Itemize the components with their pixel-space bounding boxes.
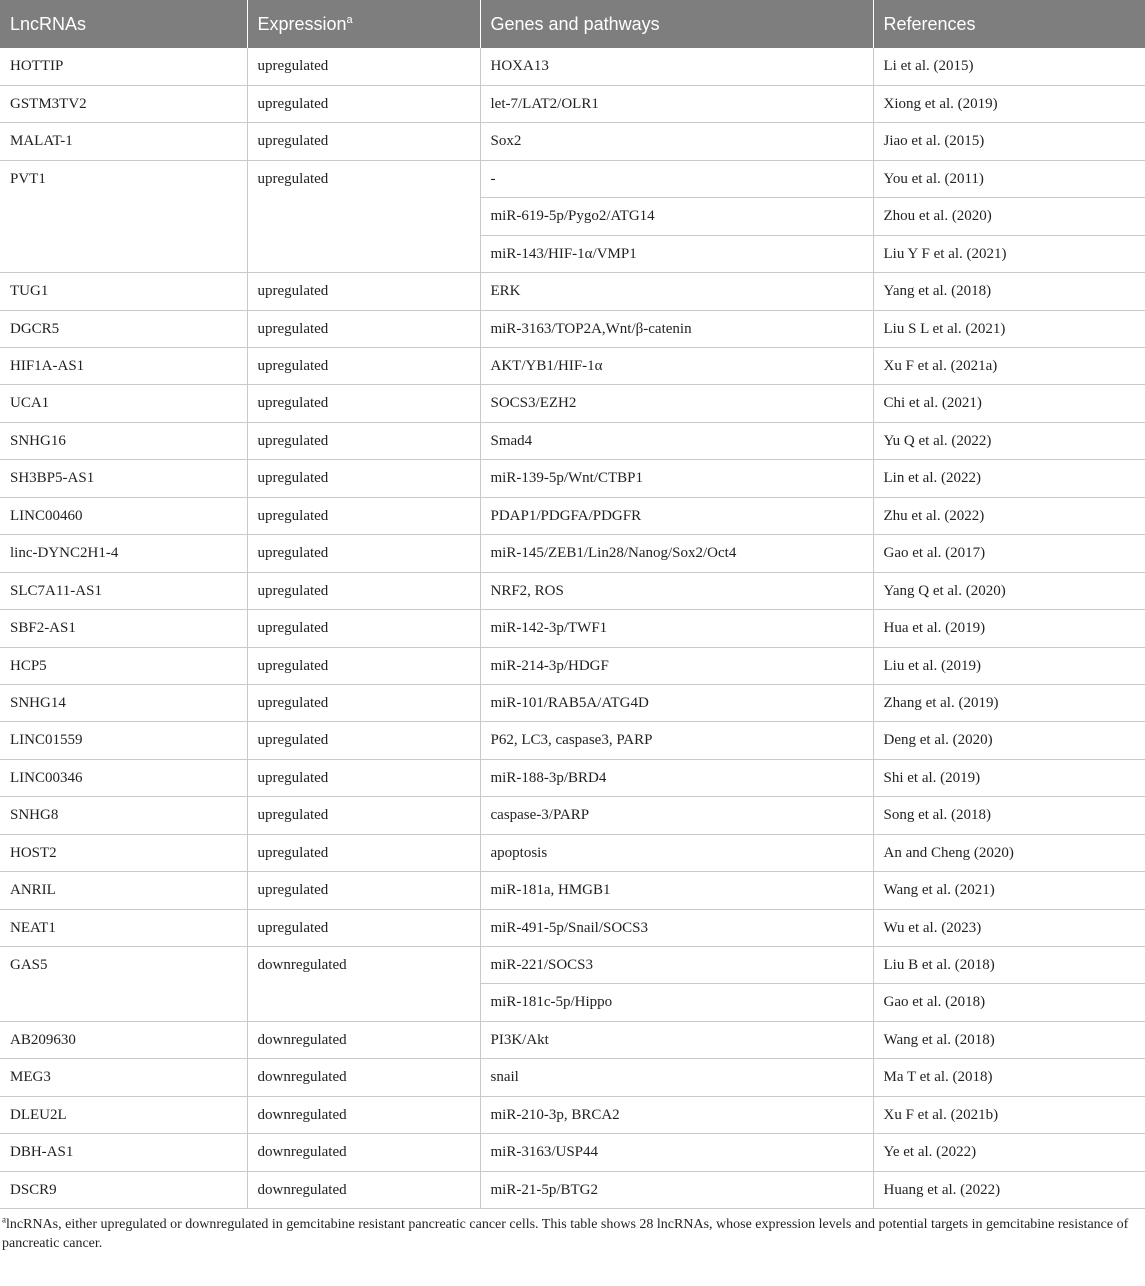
table-row <box>0 647 1145 684</box>
cell-expression: upregulated <box>247 535 480 572</box>
cell-reference: Yang et al. (2018) <box>873 273 1145 310</box>
cell-genes-pathways: miR-221/SOCS3 <box>480 947 873 984</box>
cell-expression <box>247 235 480 272</box>
table-row <box>0 460 1145 497</box>
table-row <box>0 572 1145 609</box>
table-row <box>0 684 1145 721</box>
cell-expression: downregulated <box>247 947 480 984</box>
cell-lncrna <box>0 235 247 272</box>
cell-reference: Gao et al. (2018) <box>873 984 1145 1021</box>
cell-expression: upregulated <box>247 834 480 871</box>
cell-reference: Shi et al. (2019) <box>873 759 1145 796</box>
cell-genes-pathways: AKT/YB1/HIF-1α <box>480 348 873 385</box>
cell-expression: upregulated <box>247 123 480 160</box>
cell-lncrna: LINC00460 <box>0 497 247 534</box>
cell-lncrna: SNHG8 <box>0 797 247 834</box>
cell-lncrna <box>0 984 247 1021</box>
table-row <box>0 198 1145 235</box>
header-genes-pathways <box>480 0 873 48</box>
cell-lncrna: UCA1 <box>0 385 247 422</box>
cell-genes-pathways: miR-188-3p/BRD4 <box>480 759 873 796</box>
table-row <box>0 422 1145 459</box>
cell-reference: Xu F et al. (2021a) <box>873 348 1145 385</box>
cell-reference: Xu F et al. (2021b) <box>873 1096 1145 1133</box>
cell-genes-pathways: miR-619-5p/Pygo2/ATG14 <box>480 198 873 235</box>
cell-expression <box>247 984 480 1021</box>
cell-genes-pathways: let-7/LAT2/OLR1 <box>480 85 873 122</box>
cell-reference: An and Cheng (2020) <box>873 834 1145 871</box>
cell-lncrna: MALAT-1 <box>0 123 247 160</box>
cell-reference: Yang Q et al. (2020) <box>873 572 1145 609</box>
footnote-text: lncRNAs, either upregulated or downregulated in gemcitabine resistant pancreatic cancer cells. This table shows 28 lncRNAs, whose expression levels and potential targets in gemcitabine resistance of pancreatic cancer. <box>2 1217 1129 1252</box>
cell-reference: Wang et al. (2018) <box>873 1021 1145 1058</box>
cell-reference: Liu Y F et al. (2021) <box>873 235 1145 272</box>
cell-expression: upregulated <box>247 647 480 684</box>
cell-reference: Zhu et al. (2022) <box>873 497 1145 534</box>
cell-expression: upregulated <box>247 385 480 422</box>
cell-reference: Song et al. (2018) <box>873 797 1145 834</box>
cell-expression: upregulated <box>247 310 480 347</box>
cell-genes-pathways: miR-491-5p/Snail/SOCS3 <box>480 909 873 946</box>
table-row <box>0 797 1145 834</box>
cell-reference: Gao et al. (2017) <box>873 535 1145 572</box>
table-row <box>0 610 1145 647</box>
cell-genes-pathways: miR-181c-5p/Hippo <box>480 984 873 1021</box>
cell-lncrna: ANRIL <box>0 872 247 909</box>
cell-lncrna: HOTTIP <box>0 48 247 85</box>
header-row <box>0 0 1145 48</box>
table-row <box>0 872 1145 909</box>
cell-genes-pathways: miR-139-5p/Wnt/CTBP1 <box>480 460 873 497</box>
header-expression-footnote-marker: a <box>346 13 353 26</box>
cell-genes-pathways: miR-214-3p/HDGF <box>480 647 873 684</box>
cell-lncrna: SH3BP5-AS1 <box>0 460 247 497</box>
table-row <box>0 1134 1145 1171</box>
table-row <box>0 310 1145 347</box>
cell-lncrna: linc-DYNC2H1-4 <box>0 535 247 572</box>
cell-lncrna: LINC00346 <box>0 759 247 796</box>
cell-lncrna: TUG1 <box>0 273 247 310</box>
cell-lncrna: MEG3 <box>0 1059 247 1096</box>
cell-lncrna: DLEU2L <box>0 1096 247 1133</box>
cell-lncrna: HOST2 <box>0 834 247 871</box>
cell-reference: Liu S L et al. (2021) <box>873 310 1145 347</box>
cell-genes-pathways: Sox2 <box>480 123 873 160</box>
cell-expression: upregulated <box>247 722 480 759</box>
table-row <box>0 123 1145 160</box>
cell-lncrna: SNHG16 <box>0 422 247 459</box>
cell-lncrna: HIF1A-AS1 <box>0 348 247 385</box>
cell-reference: Huang et al. (2022) <box>873 1171 1145 1208</box>
cell-lncrna: DBH-AS1 <box>0 1134 247 1171</box>
table-row <box>0 348 1145 385</box>
cell-expression: upregulated <box>247 572 480 609</box>
cell-lncrna: GSTM3TV2 <box>0 85 247 122</box>
cell-expression: upregulated <box>247 422 480 459</box>
table-header <box>0 0 1145 48</box>
cell-expression: downregulated <box>247 1134 480 1171</box>
cell-reference: Ye et al. (2022) <box>873 1134 1145 1171</box>
cell-lncrna: DSCR9 <box>0 1171 247 1208</box>
cell-expression: upregulated <box>247 610 480 647</box>
cell-expression: upregulated <box>247 160 480 197</box>
table-row <box>0 273 1145 310</box>
cell-expression: downregulated <box>247 1171 480 1208</box>
cell-genes-pathways: ERK <box>480 273 873 310</box>
cell-lncrna: AB209630 <box>0 1021 247 1058</box>
cell-reference: Li et al. (2015) <box>873 48 1145 85</box>
cell-lncrna: PVT1 <box>10 170 46 187</box>
cell-expression: upregulated <box>247 909 480 946</box>
table-row <box>0 385 1145 422</box>
cell-expression: upregulated <box>247 460 480 497</box>
table-row <box>0 160 1145 197</box>
header-references-label: References <box>883 13 976 34</box>
table-row <box>0 1096 1145 1133</box>
cell-lncrna: DGCR5 <box>0 310 247 347</box>
table-row <box>0 497 1145 534</box>
cell-genes-pathways: snail <box>480 1059 873 1096</box>
header-lncrnas-label: LncRNAs <box>10 13 87 34</box>
header-expression <box>247 0 480 48</box>
table-row <box>0 1059 1145 1096</box>
cell-reference: Zhang et al. (2019) <box>873 684 1145 721</box>
cell-genes-pathways: miR-145/ZEB1/Lin28/Nanog/Sox2/Oct4 <box>480 535 873 572</box>
cell-expression: upregulated <box>247 348 480 385</box>
cell-reference: Wang et al. (2021) <box>873 872 1145 909</box>
table-row <box>0 535 1145 572</box>
table-row <box>0 85 1145 122</box>
cell-reference: Hua et al. (2019) <box>873 610 1145 647</box>
table-row <box>0 722 1145 759</box>
cell-lncrna: SBF2-AS1 <box>0 610 247 647</box>
cell-expression: upregulated <box>247 759 480 796</box>
table-row <box>0 1021 1145 1058</box>
cell-reference: Liu B et al. (2018) <box>873 947 1145 984</box>
table-row <box>0 984 1145 1021</box>
cell-genes-pathways: miR-142-3p/TWF1 <box>480 610 873 647</box>
cell-lncrna: SLC7A11-AS1 <box>0 572 247 609</box>
cell-expression: upregulated <box>247 797 480 834</box>
header-references <box>873 0 1145 48</box>
cell-reference: Liu et al. (2019) <box>873 647 1145 684</box>
cell-reference: Ma T et al. (2018) <box>873 1059 1145 1096</box>
cell-reference: Jiao et al. (2015) <box>873 123 1145 160</box>
header-lncrnas <box>0 0 247 48</box>
cell-expression: upregulated <box>247 273 480 310</box>
table-row <box>0 48 1145 85</box>
footnote-marker: a <box>2 1214 6 1225</box>
cell-genes-pathways: miR-210-3p, BRCA2 <box>480 1096 873 1133</box>
cell-genes-pathways: PDAP1/PDGFA/PDGFR <box>480 497 873 534</box>
cell-expression <box>247 198 480 235</box>
header-genes-label: Genes and pathways <box>490 13 660 34</box>
cell-genes-pathways: PI3K/Akt <box>480 1021 873 1058</box>
cell-genes-pathways: HOXA13 <box>480 48 873 85</box>
cell-expression: upregulated <box>247 497 480 534</box>
cell-genes-pathways: miR-3163/TOP2A,Wnt/β-catenin <box>480 310 873 347</box>
cell-reference: Yu Q et al. (2022) <box>873 422 1145 459</box>
cell-expression: upregulated <box>247 48 480 85</box>
cell-lncrna: SNHG14 <box>0 684 247 721</box>
cell-lncrna <box>0 198 247 235</box>
cell-reference: Xiong et al. (2019) <box>873 85 1145 122</box>
header-expression-label: Expression <box>257 13 347 34</box>
cell-reference: Deng et al. (2020) <box>873 722 1145 759</box>
cell-genes-pathways: P62, LC3, caspase3, PARP <box>480 722 873 759</box>
table-row <box>0 834 1145 871</box>
cell-genes-pathways: apoptosis <box>480 834 873 871</box>
cell-genes-pathways: miR-181a, HMGB1 <box>480 872 873 909</box>
table-row <box>0 235 1145 272</box>
cell-expression: downregulated <box>247 1059 480 1096</box>
table-row <box>0 909 1145 946</box>
cell-genes-pathways: miR-21-5p/BTG2 <box>480 1171 873 1208</box>
cell-expression: downregulated <box>247 1021 480 1058</box>
cell-genes-pathways: Smad4 <box>480 422 873 459</box>
cell-reference: Zhou et al. (2020) <box>873 198 1145 235</box>
cell-expression: upregulated <box>247 684 480 721</box>
table-row <box>0 759 1145 796</box>
cell-genes-pathways: NRF2, ROS <box>480 572 873 609</box>
cell-expression: upregulated <box>247 872 480 909</box>
cell-lncrna: GAS5 <box>10 957 48 973</box>
cell-lncrna: NEAT1 <box>0 909 247 946</box>
cell-genes-pathways: - <box>480 160 873 197</box>
table-row <box>0 1171 1145 1208</box>
cell-genes-pathways: SOCS3/EZH2 <box>480 385 873 422</box>
table-row <box>0 947 1145 984</box>
cell-genes-pathways: miR-3163/USP44 <box>480 1134 873 1171</box>
cell-genes-pathways: miR-101/RAB5A/ATG4D <box>480 684 873 721</box>
table-footnote <box>0 1209 1145 1253</box>
table-body <box>0 48 1145 1209</box>
cell-expression: downregulated <box>247 1096 480 1133</box>
cell-reference: Wu et al. (2023) <box>873 909 1145 946</box>
cell-lncrna: HCP5 <box>0 647 247 684</box>
cell-reference: Lin et al. (2022) <box>873 460 1145 497</box>
cell-reference: Chi et al. (2021) <box>873 385 1145 422</box>
cell-lncrna: LINC01559 <box>0 722 247 759</box>
cell-reference: You et al. (2011) <box>873 160 1145 197</box>
cell-genes-pathways: miR-143/HIF-1α/VMP1 <box>480 235 873 272</box>
cell-genes-pathways: caspase-3/PARP <box>480 797 873 834</box>
cell-expression: upregulated <box>247 85 480 122</box>
